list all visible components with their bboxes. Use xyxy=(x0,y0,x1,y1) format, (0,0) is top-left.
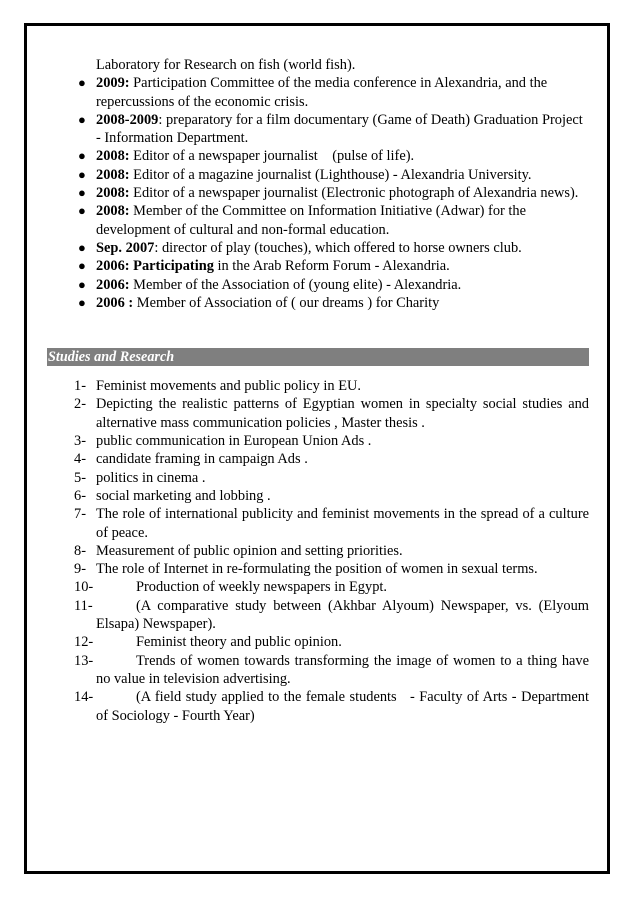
list-item: ● 2008: Editor of a newspaper journalist (Electronic photograph of Alexandria news). xyxy=(78,185,579,202)
list-item: ● 2006 : Member of Association of ( our dreams ) for Charity xyxy=(78,294,440,311)
list-item: 6- social marketing and lobbing . xyxy=(74,487,271,504)
bullet-icon: ● xyxy=(78,166,86,182)
list-item: ● 2008: Editor of a newspaper journalist (pulse of life). xyxy=(78,148,415,165)
bullet-icon: ● xyxy=(78,185,86,201)
list-item: ● 2008: Member of the Committee on Information Initiative (Adwar) for the development of cultural and non-formal education. xyxy=(78,203,527,238)
list-item: ● 2008: Editor of a magazine journalist (Lighthouse) - Alexandria University. xyxy=(78,166,532,183)
list-item: 7- The role of international publicity and feminist movements in the spread of a culture of peace. xyxy=(74,506,589,541)
list-item: ● 2006: Member of the Association of (young elite) - Alexandria. xyxy=(78,276,462,293)
list-item: ● Sep. 2007: director of play (touches), which offered to horse owners club. xyxy=(78,239,522,256)
list-item: ● 2008-2009: preparatory for a film documentary (Game of Death) Graduation Project - Information Department. xyxy=(78,111,583,147)
bullet-icon: ● xyxy=(78,239,86,255)
list-item: 11- (A comparative study between (Akhbar Alyoum) Newspaper, vs. (Elyoum Elsapa) Newspaper). xyxy=(74,597,589,633)
bullet-icon: ● xyxy=(78,148,86,164)
bullet-icon: ● xyxy=(78,294,86,310)
list-item: 8- Measurement of public opinion and setting priorities. xyxy=(74,542,403,559)
bullet-icon: ● xyxy=(78,111,86,127)
document-body xyxy=(47,56,593,725)
bullet-icon: ● xyxy=(78,203,86,219)
bullet-icon: ● xyxy=(78,75,86,91)
list-item: 3- public communication in European Union Ads . xyxy=(74,433,372,450)
list-item: ● 2006: Participating in the Arab Reform Forum - Alexandria. xyxy=(78,258,450,275)
studies-list xyxy=(47,377,593,725)
achievements-list xyxy=(47,74,589,312)
section-header-studies: Studies and Research xyxy=(47,348,589,366)
list-item: 10- Production of weekly newspapers in Egypt. xyxy=(74,579,387,596)
bullet-icon: ● xyxy=(78,276,86,292)
list-item: 14- (A field study applied to the female students - Faculty of Arts - Department of Sociology - Fourth Year) xyxy=(74,689,593,724)
list-item: 5- politics in cinema . xyxy=(74,469,206,486)
list-item: 1- Feminist movements and public policy in EU. xyxy=(74,378,361,395)
list-item: ● 2009: Participation Committee of the media conference in Alexandria, and the repercussions of the economic crisis. xyxy=(78,75,548,110)
continued-line: Laboratory for Research on fish (world fish). xyxy=(96,57,356,73)
bullet-icon: ● xyxy=(78,258,86,274)
list-item: 12- Feminist theory and public opinion. xyxy=(74,634,342,651)
list-item: 13- Trends of women towards transforming the image of women to a thing have no value in television advertising. xyxy=(74,652,589,687)
list-item: 4- candidate framing in campaign Ads . xyxy=(74,451,308,468)
list-item: 2- Depicting the realistic patterns of Egyptian women in specialty social studies and alternative mass communication policies , Master thesis . xyxy=(74,396,589,431)
list-item: 9- The role of Internet in re-formulating the position of women in sexual terms. xyxy=(74,561,538,578)
